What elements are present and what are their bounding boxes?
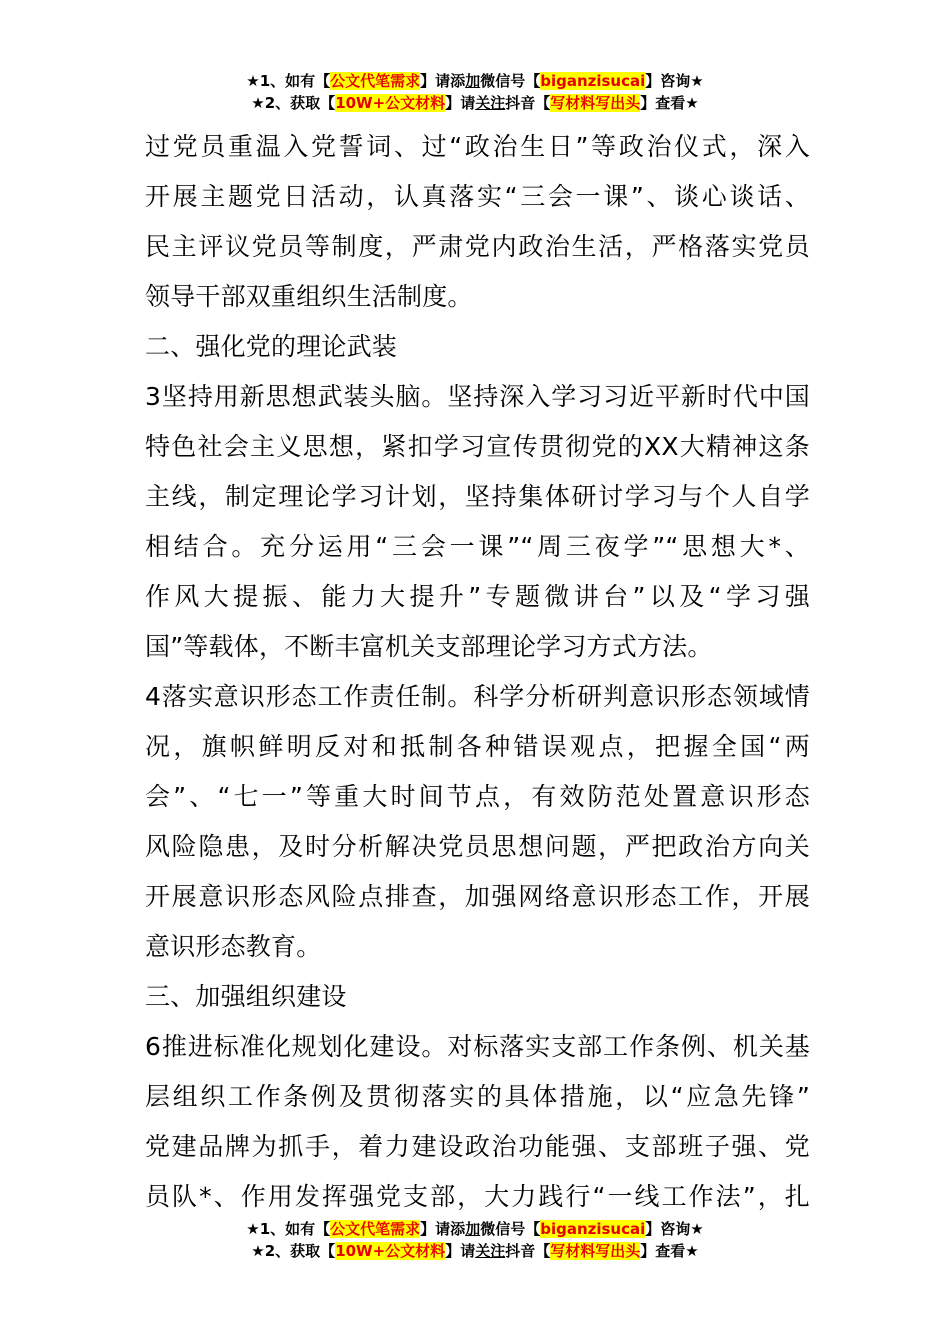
body-line: 员队*、作用发挥强党支部，大力践行“一线工作法”，扎 <box>145 1182 810 1211</box>
banner-text: 微信号【 <box>480 1220 541 1238</box>
body-line: 过党员重温入党誓词、过“政治生日”等政治仪式，深入 <box>145 132 810 161</box>
highlight-douyin-account: 写材料写出头 <box>550 94 641 112</box>
body-line: 主线，制定理论学习计划，坚持集体研讨学习与个人自学 <box>145 482 810 511</box>
banner-underlined: 关注 <box>475 1242 506 1260</box>
banner-text: 】请添 <box>420 72 466 90</box>
banner-text: ★2、获取【 <box>251 94 336 112</box>
highlight-service: 公文代笔需求 <box>330 1220 421 1238</box>
body-line: 3坚持用新思想武装头脑。坚持深入学习习近平新时代中国 <box>145 382 810 411</box>
banner-text: 抖音【 <box>505 94 551 112</box>
body-line: 况，旗帜鲜明反对和抵制各种错误观点，把握全国“两 <box>145 732 810 761</box>
body-line: 6推进标准化规划化建设。对标落实支部工作条例、机关基 <box>145 1032 810 1061</box>
body-line: 国”等载体，不断丰富机关支部理论学习方式方法。 <box>145 632 713 661</box>
banner-underlined: 关注 <box>475 94 506 112</box>
banner-text: 】查看★ <box>640 94 699 112</box>
header-banner <box>0 70 950 114</box>
highlight-materials: 10W+公文材料 <box>335 1242 446 1260</box>
banner-line-1 <box>0 70 950 92</box>
body-line: 领导干部双重组织生活制度。 <box>145 282 473 311</box>
document-body <box>145 122 810 1222</box>
highlight-wechat-id: biganzisucai <box>540 72 646 90</box>
highlight-service: 公文代笔需求 <box>330 72 421 90</box>
body-line: 意识形态教育。 <box>145 932 322 961</box>
banner-text: ★2、获取【 <box>251 1242 336 1260</box>
banner-text: 微信号【 <box>480 72 541 90</box>
banner-text: 】咨询★ <box>645 1220 704 1238</box>
banner-text: ★1、如有【 <box>246 72 331 90</box>
banner-text: 】请 <box>445 1242 476 1260</box>
highlight-douyin-account: 写材料写出头 <box>550 1242 641 1260</box>
banner-text: 】请 <box>445 94 476 112</box>
highlight-materials: 10W+公文材料 <box>335 94 446 112</box>
body-line: 开展意识形态风险点排查，加强网络意识形态工作，开展 <box>145 882 810 911</box>
banner-line-2 <box>0 92 950 114</box>
section-heading: 三、加强组织建设 <box>145 982 347 1011</box>
footer-banner <box>0 1218 950 1262</box>
banner-text: 抖音【 <box>505 1242 551 1260</box>
body-line: 党建品牌为抓手，着力建设政治功能强、支部班子强、党 <box>145 1132 810 1161</box>
body-line: 作风大提振、能力大提升”专题微讲台”以及“学习强 <box>145 582 810 611</box>
banner-underlined: 加 <box>465 1220 481 1238</box>
highlight-wechat-id: biganzisucai <box>540 1220 646 1238</box>
banner-line-2 <box>0 1240 950 1262</box>
body-line: 民主评议党员等制度，严肃党内政治生活，严格落实党员 <box>145 232 810 261</box>
body-line: 相结合。充分运用“三会一课”“周三夜学”“思想大*、 <box>145 532 810 561</box>
banner-line-1 <box>0 1218 950 1240</box>
banner-underlined: 加 <box>465 72 481 90</box>
banner-text: 】查看★ <box>640 1242 699 1260</box>
body-line: 层组织工作条例及贯彻落实的具体措施，以“应急先锋” <box>145 1082 810 1111</box>
body-line: 开展主题党日活动，认真落实“三会一课”、谈心谈话、 <box>145 182 810 211</box>
banner-text: 】咨询★ <box>645 72 704 90</box>
body-line: 风险隐患，及时分析解决党员思想问题，严把政治方向关 <box>145 832 810 861</box>
body-line: 4落实意识形态工作责任制。科学分析研判意识形态领域情 <box>145 682 810 711</box>
body-line: 会”、“七一”等重大时间节点，有效防范处置意识形态 <box>145 782 810 811</box>
banner-text: ★1、如有【 <box>246 1220 331 1238</box>
section-heading: 二、强化党的理论武装 <box>145 332 398 361</box>
banner-text: 】请添 <box>420 1220 466 1238</box>
body-line: 特色社会主义思想，紧扣学习宣传贯彻党的XX大精神这条 <box>145 432 810 461</box>
